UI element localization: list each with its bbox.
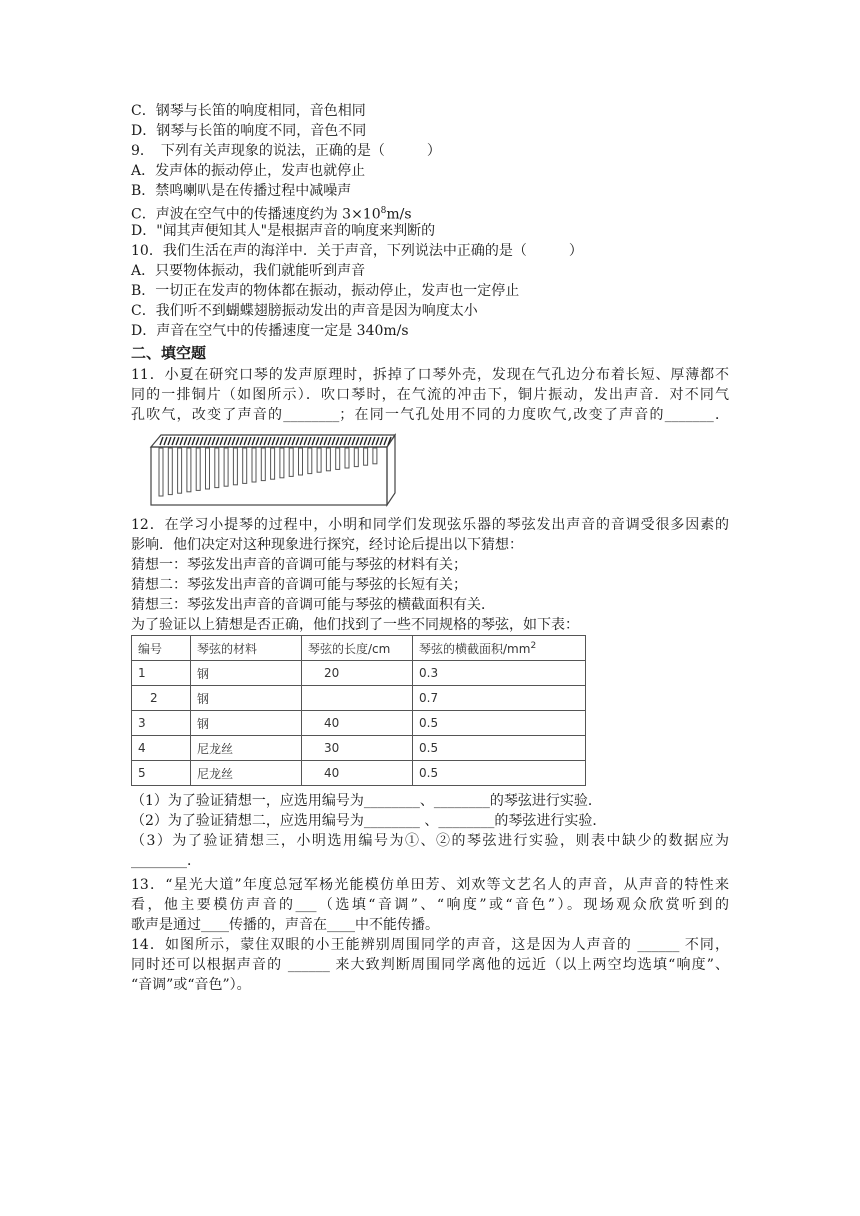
cell-number: 3 xyxy=(132,711,191,736)
q12-guess-3: 猜想三：琴弦发出声音的音调可能与琴弦的横截面积有关． xyxy=(131,597,495,613)
q12-sub-3-line-1: （3）为了验证猜想三，小明选用编号为①、②的琴弦进行实验，则表中缺少的数据应为 xyxy=(131,833,729,849)
hatch-mark xyxy=(360,437,363,445)
hatch-mark xyxy=(376,437,379,445)
hatch-mark xyxy=(244,437,247,445)
hatch-mark xyxy=(168,437,171,445)
q10-option-d: D．声音在空气中的传播速度一定是 340m/s xyxy=(131,323,409,339)
q10-stem: 10．我们生活在声的海洋中．关于声音，下列说法中正确的是（ ） xyxy=(131,243,583,259)
hatch-mark xyxy=(272,437,275,445)
header-cross-section-exponent: 2 xyxy=(530,640,537,651)
cell-length: 40 xyxy=(302,711,413,736)
hatch-mark xyxy=(160,437,163,445)
copper-reed xyxy=(354,448,358,467)
cell-length: 30 xyxy=(302,736,413,761)
hatch-mark xyxy=(336,437,339,445)
q9-option-c-unit: m/s xyxy=(386,206,412,223)
q10-option-c: C．我们听不到蝴蝶翅膀振动发出的声音是因为响度太小 xyxy=(131,303,478,319)
hatch-mark xyxy=(252,437,255,445)
cell-cross-section: 0.5 xyxy=(413,711,586,736)
table-row xyxy=(132,711,586,736)
q12-table-intro: 为了验证以上猜想是否正确，他们找到了一些不同规格的琴弦，如下表： xyxy=(131,617,579,633)
hatch-mark xyxy=(280,437,283,445)
copper-reed xyxy=(308,448,312,474)
hatch-mark xyxy=(196,437,199,445)
hatch-mark xyxy=(184,437,187,445)
q12-line-1: 12．在学习小提琴的过程中，小明和同学们发现弦乐器的琴弦发出声音的音调受很多因素的 xyxy=(131,517,729,533)
q8-option-d: D．钢琴与长笛的响度不同，音色不同 xyxy=(131,123,367,139)
cell-material: 钢 xyxy=(191,686,302,711)
table-row xyxy=(132,761,586,786)
table-row xyxy=(132,686,586,711)
hatch-mark xyxy=(348,437,351,445)
harmonica-reed-illustration xyxy=(147,431,397,507)
hatch-mark xyxy=(268,437,271,445)
hatch-mark xyxy=(380,437,383,445)
hatch-mark xyxy=(300,437,303,445)
hatch-mark xyxy=(276,437,279,445)
hatch-mark xyxy=(260,437,263,445)
hatch-mark xyxy=(384,437,387,445)
table-header-row xyxy=(132,636,586,661)
cell-material: 钢 xyxy=(191,711,302,736)
copper-reed xyxy=(243,448,247,483)
cell-length-missing xyxy=(302,686,413,711)
hatch-mark xyxy=(224,437,227,445)
header-material: 琴弦的材料 xyxy=(191,636,302,661)
cell-number: 5 xyxy=(132,761,191,786)
hatch-mark xyxy=(344,437,347,445)
q9-option-d: D．"闻其声便知其人"是根据声音的响度来判断的 xyxy=(131,223,436,239)
copper-reed xyxy=(299,448,303,475)
cell-length: 20 xyxy=(302,661,413,686)
cell-cross-section: 0.5 xyxy=(413,761,586,786)
q9-stem: 9． 下列有关声现象的说法，正确的是（ ） xyxy=(131,143,441,159)
section-title-fill-in: 二、填空题 xyxy=(131,344,207,362)
header-cross-section-label: 琴弦的横截面积/mm xyxy=(419,641,531,656)
hatch-mark xyxy=(216,437,219,445)
copper-reed xyxy=(233,448,237,485)
hatch-mark xyxy=(364,437,367,445)
header-length: 琴弦的长度/cm xyxy=(302,636,413,661)
copper-reed xyxy=(271,448,275,479)
hatch-mark xyxy=(208,437,211,445)
cell-cross-section: 0.3 xyxy=(413,661,586,686)
hatch-mark xyxy=(228,437,231,445)
hatch-mark xyxy=(180,437,183,445)
string-spec-table xyxy=(131,635,586,786)
cell-cross-section: 0.7 xyxy=(413,686,586,711)
hatch-mark xyxy=(212,437,215,445)
q9-option-c-exponent: 8 xyxy=(380,206,387,216)
hatch-mark xyxy=(320,437,323,445)
q8-option-c: C．钢琴与长笛的响度相同，音色相同 xyxy=(131,103,366,119)
hatch-mark xyxy=(164,437,167,445)
copper-reed xyxy=(206,448,210,489)
q10-option-b: B．一切正在发声的物体都在振动，振动停止，发声也一定停止 xyxy=(131,283,520,299)
hatch-mark xyxy=(328,437,331,445)
copper-reed xyxy=(187,448,191,492)
hatch-mark xyxy=(204,437,207,445)
q12-line-2: 影响．他们决定对这种现象进行探究，经讨论后提出以下猜想： xyxy=(131,537,523,553)
hatch-mark xyxy=(288,437,291,445)
copper-reed xyxy=(317,448,321,472)
hatch-mark xyxy=(240,437,243,445)
hatch-mark xyxy=(172,437,175,445)
cell-material: 钢 xyxy=(191,661,302,686)
q12-guess-2: 猜想二：琴弦发出声音的音调可能与琴弦的长短有关； xyxy=(131,577,467,593)
q12-guess-1: 猜想一：琴弦发出声音的音调可能与琴弦的材料有关； xyxy=(131,557,467,573)
hatch-mark xyxy=(332,437,335,445)
q14-line-2: 同时还可以根据声音的 ______ 来大致判断周围同学离他的远近（以上两空均选填“响度”、 xyxy=(131,957,729,973)
copper-reed xyxy=(224,448,228,486)
hatch-mark xyxy=(368,437,371,445)
hatch-mark xyxy=(324,437,327,445)
hatch-mark xyxy=(232,437,235,445)
q12-sub-1: （1）为了验证猜想一，应选用编号为________、________的琴弦进行实验． xyxy=(131,793,602,809)
q11-line-3: 孔吹气，改变了声音的________；在同一气孔处用不同的力度吹气,改变了声音的_______． xyxy=(131,407,729,423)
hatch-mark xyxy=(312,437,315,445)
hatch-mark xyxy=(340,437,343,445)
copper-reed xyxy=(364,448,368,465)
table-row xyxy=(132,661,586,686)
q9-option-b: B．禁鸣喇叭是在传播过程中减噪声 xyxy=(131,183,352,199)
copper-reed xyxy=(196,448,200,490)
hatch-mark xyxy=(256,437,259,445)
q13-line-3: 歌声是通过____传播的，声音在____中不能传播。 xyxy=(131,917,439,933)
hatch-mark xyxy=(284,437,287,445)
hatch-mark xyxy=(236,437,239,445)
q14-line-3: “音调”或“音色”）。 xyxy=(131,977,251,993)
cell-length: 40 xyxy=(302,761,413,786)
q11-line-1: 11．小夏在研究口琴的发声原理时，拆掉了口琴外壳，发现在气孔边分布着长短、厚薄都不 xyxy=(131,367,729,383)
copper-reed xyxy=(261,448,265,481)
copper-reed xyxy=(178,448,182,493)
q12-sub-2: （2）为了验证猜想二，应选用编号为________ 、________的琴弦进行实验． xyxy=(131,813,607,829)
hatch-mark xyxy=(316,437,319,445)
copper-reed xyxy=(289,448,293,476)
copper-reed xyxy=(252,448,256,482)
hatch-mark xyxy=(372,437,375,445)
q13-line-2: 看，他主要模仿声音的___（选填“音调”、“响度”或“音色”）。现场观众欣赏听到的 xyxy=(131,897,729,913)
copper-reed xyxy=(215,448,219,488)
hatch-mark xyxy=(220,437,223,445)
hatch-mark xyxy=(308,437,311,445)
cell-material: 尼龙丝 xyxy=(191,761,302,786)
cell-cross-section: 0.5 xyxy=(413,736,586,761)
header-cross-section xyxy=(413,636,586,661)
q10-option-a: A．只要物体振动，我们就能听到声音 xyxy=(131,263,366,279)
hatch-mark xyxy=(200,437,203,445)
cell-number: 1 xyxy=(132,661,191,686)
hatch-mark xyxy=(248,437,251,445)
copper-reed xyxy=(280,448,284,478)
header-number: 编号 xyxy=(132,636,191,661)
copper-reed xyxy=(326,448,330,471)
cell-material: 尼龙丝 xyxy=(191,736,302,761)
hatch-mark xyxy=(264,437,267,445)
hatch-mark xyxy=(188,437,191,445)
cell-number: 2 xyxy=(132,686,191,711)
hatch-mark xyxy=(176,437,179,445)
hatch-mark xyxy=(292,437,295,445)
q13-line-1: 13．“星光大道”年度总冠军杨光能模仿单田芳、刘欢等文艺名人的声音，从声音的特性来 xyxy=(131,877,729,893)
table-row xyxy=(132,736,586,761)
hatch-mark xyxy=(356,437,359,445)
hatch-mark xyxy=(352,437,355,445)
copper-reed xyxy=(373,448,377,464)
q9-option-a: A．发声体的振动停止，发声也就停止 xyxy=(131,163,366,179)
q11-line-2: 同的一排铜片（如图所示）．吹口琴时，在气流的冲击下，铜片振动，发出声音．对不同气 xyxy=(131,387,729,403)
hatch-mark xyxy=(192,437,195,445)
copper-reed xyxy=(345,448,349,468)
hatch-mark xyxy=(304,437,307,445)
copper-reed xyxy=(336,448,340,469)
q9-option-c-text: C．声波在空气中的传播速度约为 3×10 xyxy=(131,206,381,223)
q9-option-c xyxy=(131,201,412,221)
q12-sub-3-line-2: ________． xyxy=(131,853,201,869)
cell-number: 4 xyxy=(132,736,191,761)
copper-reed xyxy=(159,448,163,496)
hatch-mark xyxy=(296,437,299,445)
q14-line-1: 14．如图所示，蒙住双眼的小王能辨别周围同学的声音，这是因为人声音的 ______ 不同， xyxy=(131,937,729,953)
copper-reed xyxy=(168,448,172,495)
